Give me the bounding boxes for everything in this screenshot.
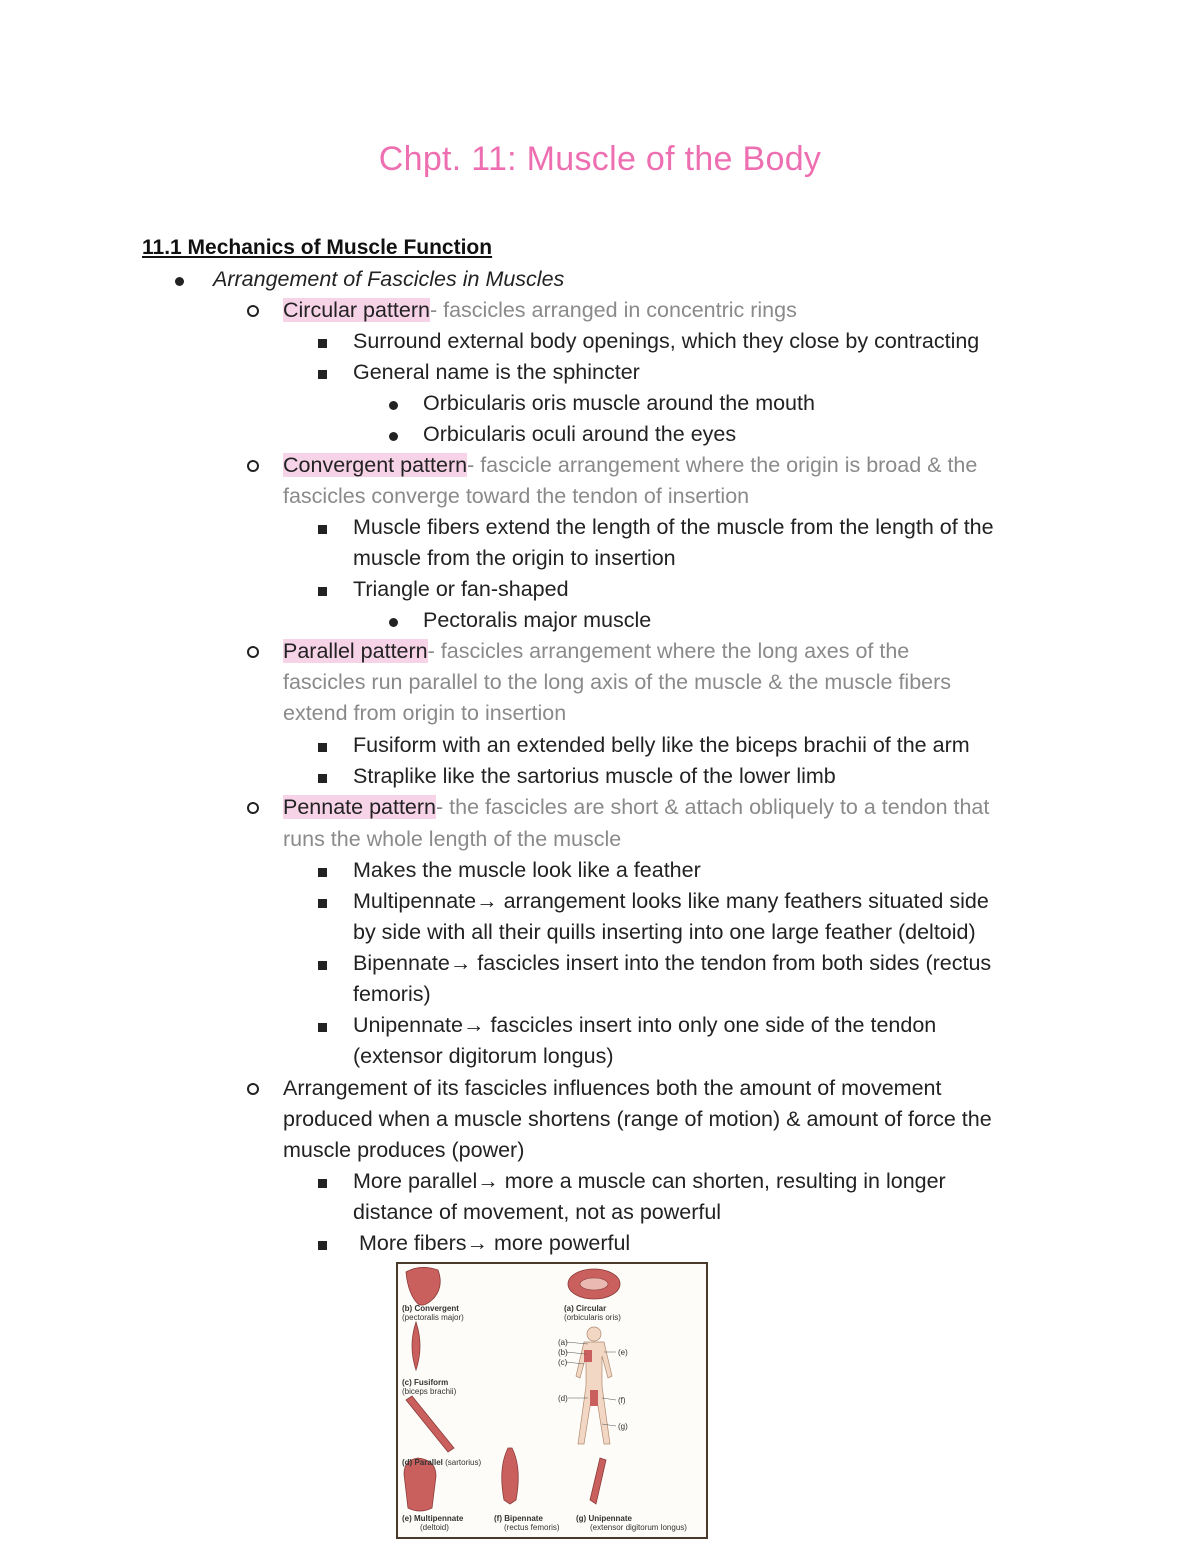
list-item-cont: muscle from the origin to insertion <box>353 546 676 570</box>
pennate-definition-cont: runs the whole length of the muscle <box>283 827 622 851</box>
circular-pattern-item <box>283 295 797 326</box>
bullet-square <box>318 730 327 761</box>
figure-key-g: (g) <box>618 1422 628 1431</box>
bullet-square <box>318 326 327 357</box>
bullet-square <box>318 1010 327 1041</box>
figure-key-f: (f) <box>618 1396 626 1405</box>
circular-definition: - fascicles arranged in concentric rings <box>429 298 797 322</box>
figure-key-b: (b) <box>558 1348 568 1357</box>
section-heading: 11.1 Mechanics of Muscle Function <box>142 236 493 259</box>
bipennate-muscle-shape <box>502 1448 519 1504</box>
bullet-circle <box>247 636 259 667</box>
convergent-definition: - fascicle arrangement where the origin is broad & the <box>467 453 978 477</box>
parallel-definition-cont: extend from origin to insertion <box>283 701 567 725</box>
bullet-dot <box>175 264 184 295</box>
unipennate-muscle-shape <box>590 1458 606 1504</box>
list-item: Bipennate→ fascicles insert into the tendon from both sides (rectus <box>353 951 992 975</box>
figure-key-a: (a) <box>558 1338 568 1347</box>
human-body-figure <box>576 1327 612 1444</box>
bullet-square <box>318 1166 327 1197</box>
convergent-muscle-shape <box>406 1267 440 1305</box>
figure-label-d: (d) Parallel (sartorius) <box>402 1458 482 1467</box>
list-item: Orbicularis oculi around the eyes <box>423 422 737 446</box>
fusiform-muscle-shape <box>412 1322 420 1370</box>
body-highlight-thigh <box>590 1390 598 1406</box>
pennate-pattern-item <box>283 792 989 823</box>
figure-label-g: (g) Unipennate (extensor digitorum longus) <box>576 1514 687 1532</box>
bullet-dot <box>389 419 398 450</box>
list-item: More parallel→ more a muscle can shorten, resulting in longer <box>353 1169 946 1193</box>
list-item: Multipennate→ arrangement looks like many feathers situated side <box>353 889 989 913</box>
list-item: More fibers→ more powerful <box>353 1231 631 1255</box>
fascicle-arrangement-figure <box>396 1262 708 1539</box>
figure-key-c: (c) <box>558 1358 568 1367</box>
list-item-cont: (extensor digitorum longus) <box>353 1044 614 1068</box>
list-item-cont: femoris) <box>353 982 431 1006</box>
page-title: Chpt. 11: Muscle of the Body <box>378 140 822 178</box>
influence-item: Arrangement of its fascicles influences both the amount of movement <box>283 1076 942 1100</box>
bullet-circle <box>247 792 259 823</box>
bullet-square <box>318 1228 327 1259</box>
figure-label-c: (c) Fusiform (biceps brachii) <box>402 1378 457 1396</box>
figure-label-a: (a) Circular (orbicularis oris) <box>564 1304 621 1322</box>
parallel-definition-cont: fascicles run parallel to the long axis of the muscle & the muscle fibers <box>283 670 952 694</box>
list-item: Straplike like the sartorius muscle of the lower limb <box>353 764 836 788</box>
bullet-circle <box>247 1073 259 1104</box>
pennate-term: Pennate pattern <box>283 795 437 819</box>
bullet-square <box>318 948 327 979</box>
figure-label-e: (e) Multipennate (deltoid) <box>402 1514 464 1532</box>
parallel-term: Parallel pattern <box>283 639 428 663</box>
convergent-pattern-item <box>283 450 977 481</box>
convergent-term: Convergent pattern <box>283 453 468 477</box>
list-item: Triangle or fan-shaped <box>353 577 569 601</box>
pennate-definition: - the fascicles are short & attach obliquely to a tendon that <box>436 795 990 819</box>
list-item: General name is the sphincter <box>353 360 640 384</box>
list-item: Surround external body openings, which they close by contracting <box>353 329 980 353</box>
bullet-dot <box>389 388 398 419</box>
bullet-circle <box>247 450 259 481</box>
list-item: Makes the muscle look like a feather <box>353 858 701 882</box>
list-item: Muscle fibers extend the length of the muscle from the length of the <box>353 515 994 539</box>
figure-key-d: (d) <box>558 1394 568 1403</box>
list-item: Pectoralis major muscle <box>423 608 652 632</box>
bullet-square <box>318 512 327 543</box>
body-highlight-pectoral <box>584 1350 592 1362</box>
bullet-square <box>318 357 327 388</box>
list-item: Fusiform with an extended belly like the biceps brachii of the arm <box>353 733 970 757</box>
figure-label-b: (b) Convergent (pectoralis major) <box>402 1304 464 1322</box>
convergent-definition-cont: fascicles converge toward the tendon of insertion <box>283 484 750 508</box>
circular-term: Circular pattern <box>283 298 430 322</box>
bullet-dot <box>389 605 398 636</box>
parallel-pattern-item <box>283 636 909 667</box>
list-item-cont: distance of movement, not as powerful <box>353 1200 722 1224</box>
list-item-cont: by side with all their quills inserting into one large feather (deltoid) <box>353 920 976 944</box>
figure-key-e: (e) <box>618 1348 628 1357</box>
influence-item-cont: produced when a muscle shortens (range of motion) & amount of force the <box>283 1107 992 1131</box>
parallel-muscle-shape <box>406 1396 454 1452</box>
bullet-square <box>318 886 327 917</box>
topic-heading: Arrangement of Fascicles in Muscles <box>213 267 565 291</box>
figure-label-f: (f) Bipennate (rectus femoris) <box>494 1514 560 1532</box>
list-item: Orbicularis oris muscle around the mouth <box>423 391 815 415</box>
bullet-square <box>318 855 327 886</box>
bullet-circle <box>247 295 259 326</box>
list-item: Unipennate→ fascicles insert into only one side of the tendon <box>353 1013 937 1037</box>
bullet-square <box>318 574 327 605</box>
influence-item-cont: muscle produces (power) <box>283 1138 525 1162</box>
bullet-square <box>318 761 327 792</box>
parallel-definition: - fascicles arrangement where the long axes of the <box>427 639 910 663</box>
circular-muscle-opening <box>580 1278 608 1290</box>
